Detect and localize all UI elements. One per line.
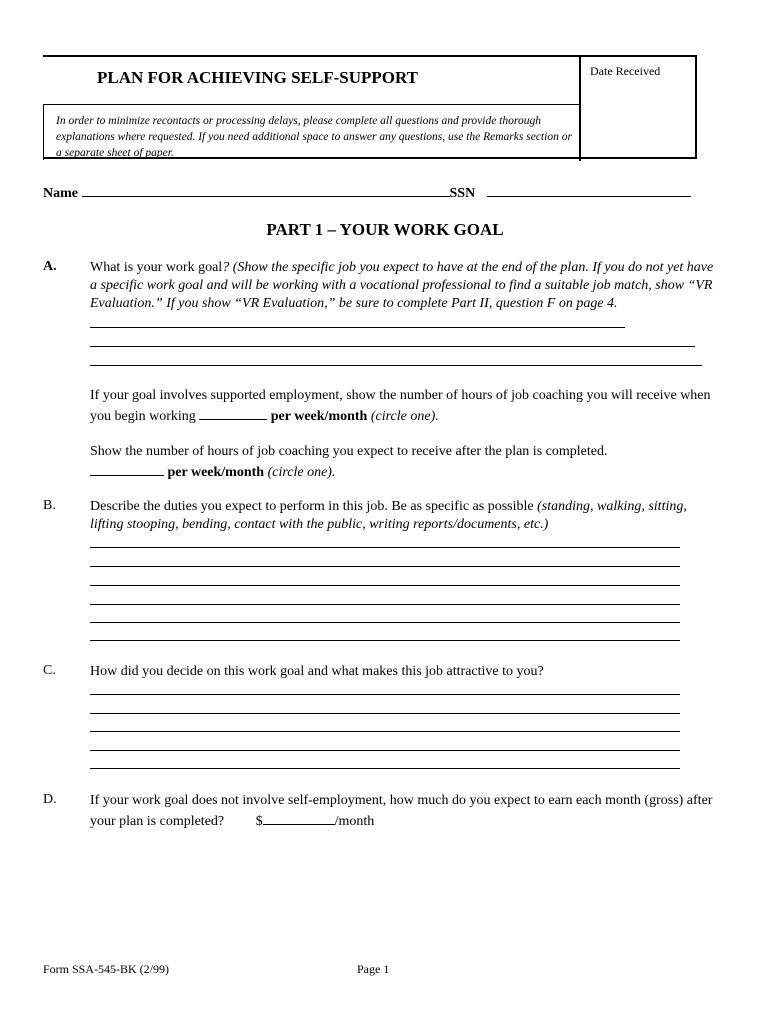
duties-line-5[interactable] [90, 622, 680, 623]
duties-line-6[interactable] [90, 640, 680, 641]
work-goal-line-3[interactable] [90, 365, 702, 366]
dollar-sign: $ [255, 814, 263, 829]
instructions-text: In order to minimize recontacts or processing delays, please complete all questions and provide thorough explanations where requested. If you need additional space to answer any questions, use the Remarks section or a separate sheet of paper. [56, 115, 572, 159]
question-c-text: How did you decide on this work goal and what makes this job attractive to you? [90, 664, 544, 679]
ssn-label: SSN [449, 186, 476, 201]
coaching-start-hours-field[interactable] [199, 405, 267, 420]
name-label: Name [43, 186, 78, 201]
question-d-label: D. [43, 792, 57, 807]
coaching-start-question: If your goal involves supported employment, show the number of hours of job coaching you will receive when you begin working [90, 388, 711, 424]
question-c-label: C. [43, 663, 56, 678]
duties-line-4[interactable] [90, 604, 680, 605]
duties-line-2[interactable] [90, 566, 680, 567]
duties-line-3[interactable] [90, 585, 680, 586]
form-title: PLAN FOR ACHIEVING SELF-SUPPORT [97, 68, 419, 87]
per-month-label: /month [334, 814, 375, 829]
decision-line-5[interactable] [90, 768, 680, 769]
work-goal-line-2[interactable] [90, 346, 695, 347]
question-b-label: B. [43, 498, 56, 513]
monthly-earnings-field[interactable] [263, 810, 335, 825]
coaching-after-text [90, 443, 720, 482]
decision-line-4[interactable] [90, 750, 680, 751]
coaching-after-circle-one: (circle one). [267, 465, 336, 480]
question-a-text [90, 259, 720, 334]
decision-line-1[interactable] [90, 694, 680, 695]
question-a-label: A. [43, 259, 57, 274]
question-a-italic: ? (Show the specific job you expect to have at the end of the plan. If you do not yet have a specific work goal and will be working with a vocational professional to find a suitable job match, show “VR Evaluation.” If you show “VR Evaluation,” be sure to complete Part II, question F on page 4. [90, 260, 714, 311]
decision-line-2[interactable] [90, 713, 680, 714]
question-a-plain: What is your work goal [90, 260, 223, 275]
date-received-label: Date Received [590, 64, 661, 78]
ssn-field[interactable] [487, 182, 691, 197]
page-number: Page 1 [357, 962, 390, 976]
work-goal-field[interactable] [90, 313, 625, 328]
form-id: Form SSA-545-BK (2/99) [43, 962, 170, 976]
coaching-start-circle-one: (circle one). [370, 409, 439, 424]
question-b-plain: Describe the duties you expect to perform in this job. Be as specific as possible [90, 499, 538, 514]
coaching-start-text [90, 387, 720, 426]
coaching-after-unit[interactable]: per week/month [167, 465, 265, 480]
coaching-start-unit[interactable]: per week/month [270, 409, 368, 424]
question-d-text [90, 792, 720, 831]
instructions-box [43, 104, 581, 160]
part1-title: PART 1 – YOUR WORK GOAL [266, 220, 504, 239]
name-field[interactable] [82, 182, 450, 197]
question-b-text [90, 498, 720, 534]
question-b-italic: (standing, walking, sitting, lifting stooping, bending, contact with the public, writing reports/documents, etc.) [90, 499, 687, 532]
duties-line-1[interactable] [90, 547, 680, 548]
coaching-after-hours-field[interactable] [90, 461, 164, 476]
name-row [43, 182, 691, 203]
question-d-question: If your work goal does not involve self-employment, how much do you expect to earn each month (gross) after your plan is completed? [90, 793, 713, 829]
decision-line-3[interactable] [90, 731, 680, 732]
coaching-after-question: Show the number of hours of job coaching you expect to receive after the plan is completed. [90, 444, 608, 459]
